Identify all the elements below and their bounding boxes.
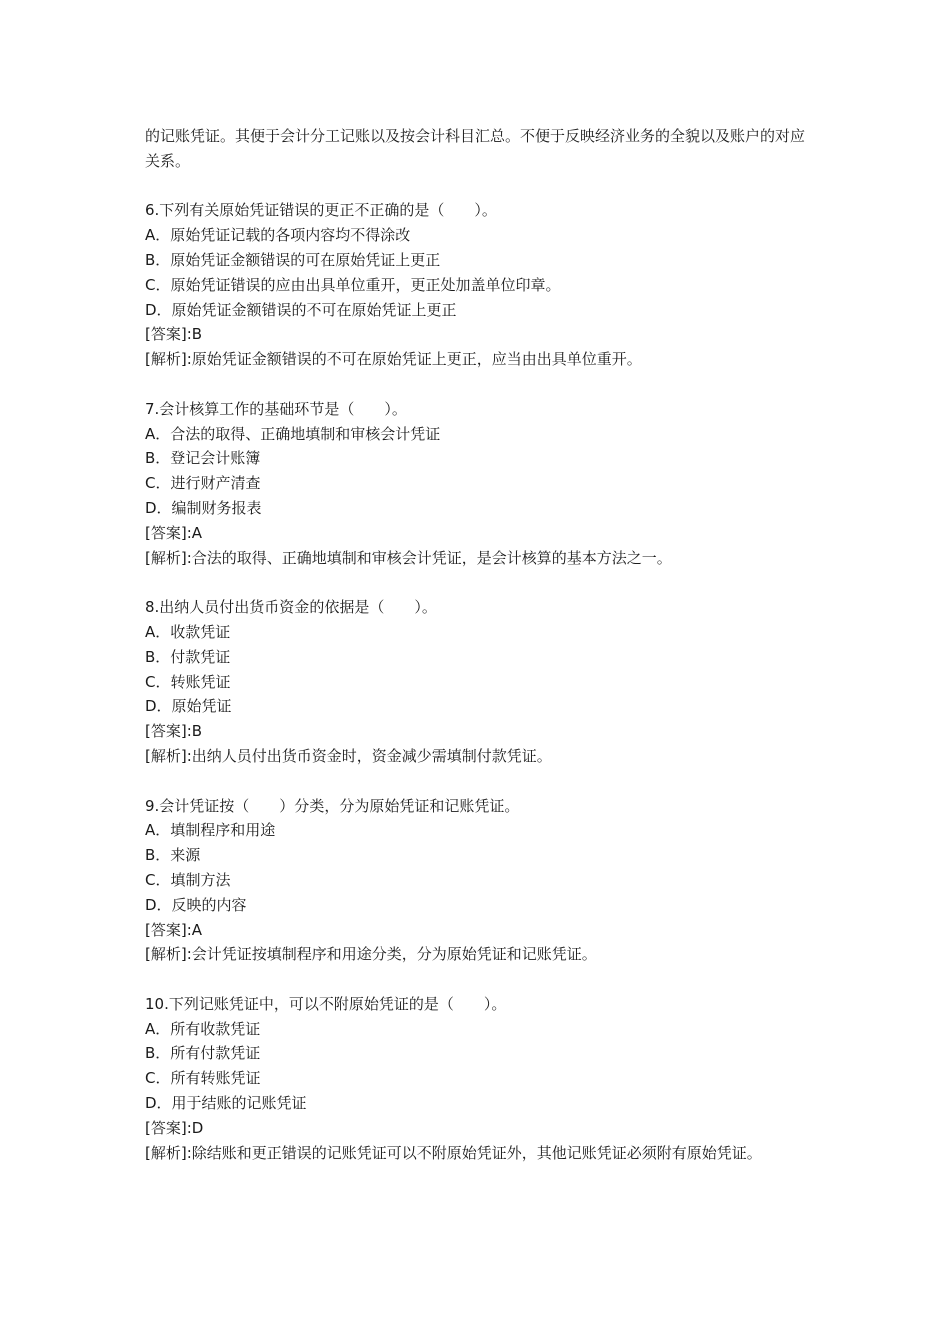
question-6: [145, 198, 810, 372]
question-text: 10.下列记账凭证中，可以不附原始凭证的是（ ）。: [145, 994, 507, 1013]
option-c: C．填制方法: [145, 870, 231, 889]
option-b: B．所有付款凭证: [145, 1044, 261, 1063]
document-page: [145, 124, 810, 1165]
answer: [答案]:B: [145, 722, 203, 741]
option-b: B．付款凭证: [145, 647, 231, 666]
option-a: A．所有收款凭证: [145, 1019, 261, 1038]
answer: [答案]:A: [145, 523, 203, 542]
option-c: C．所有转账凭证: [145, 1069, 261, 1088]
question-8: [145, 595, 810, 769]
answer: [答案]:A: [145, 920, 203, 939]
option-b: B．登记会计账簿: [145, 449, 261, 468]
option-d: D．原始凭证金额错误的不可在原始凭证上更正: [145, 300, 457, 319]
analysis: [解析]:会计凭证按填制程序和用途分类，分为原始凭证和记账凭证。: [145, 945, 597, 964]
option-d: D．用于结账的记账凭证: [145, 1094, 307, 1113]
option-a: A．收款凭证: [145, 622, 231, 641]
question-9: [145, 794, 810, 968]
option-a: A．合法的取得、正确地填制和审核会计凭证: [145, 424, 441, 443]
option-d: D．反映的内容: [145, 895, 247, 914]
option-b: B．原始凭证金额错误的可在原始凭证上更正: [145, 250, 441, 269]
option-d: D．编制财务报表: [145, 498, 262, 517]
option-c: C．转账凭证: [145, 672, 231, 691]
option-c: C．原始凭证错误的应由出具单位重开，更正处加盖单位印章。: [145, 275, 561, 294]
question-text: 9.会计凭证按（ ）分类，分为原始凭证和记账凭证。: [145, 796, 520, 815]
question-7: [145, 397, 810, 571]
answer: [答案]:B: [145, 325, 203, 344]
analysis: [解析]:原始凭证金额错误的不可在原始凭证上更正，应当由出具单位重开。: [145, 350, 642, 369]
analysis: [解析]:出纳人员付出货币资金时，资金减少需填制付款凭证。: [145, 746, 552, 765]
option-b: B．来源: [145, 846, 201, 865]
question-10: [145, 992, 810, 1166]
option-a: A．填制程序和用途: [145, 821, 276, 840]
answer: [答案]:D: [145, 1118, 204, 1137]
question-text: 6.下列有关原始凭证错误的更正不正确的是（ ）。: [145, 201, 497, 220]
question-text: 8.出纳人员付出货币资金的依据是（ ）。: [145, 598, 437, 617]
option-d: D．原始凭证: [145, 697, 232, 716]
analysis: [解析]:除结账和更正错误的记账凭证可以不附原始凭证外，其他记账凭证必须附有原始凭证。: [145, 1143, 762, 1162]
option-c: C．进行财产清查: [145, 474, 261, 493]
intro-paragraph: 的记账凭证。其便于会计分工记账以及按会计科目汇总。不便于反映经济业务的全貌以及账户的对应关系。: [145, 127, 806, 170]
question-text: 7.会计核算工作的基础环节是（ ）。: [145, 399, 407, 418]
option-a: A．原始凭证记载的各项内容均不得涂改: [145, 226, 411, 245]
analysis: [解析]:合法的取得、正确地填制和审核会计凭证，是会计核算的基本方法之一。: [145, 548, 672, 567]
